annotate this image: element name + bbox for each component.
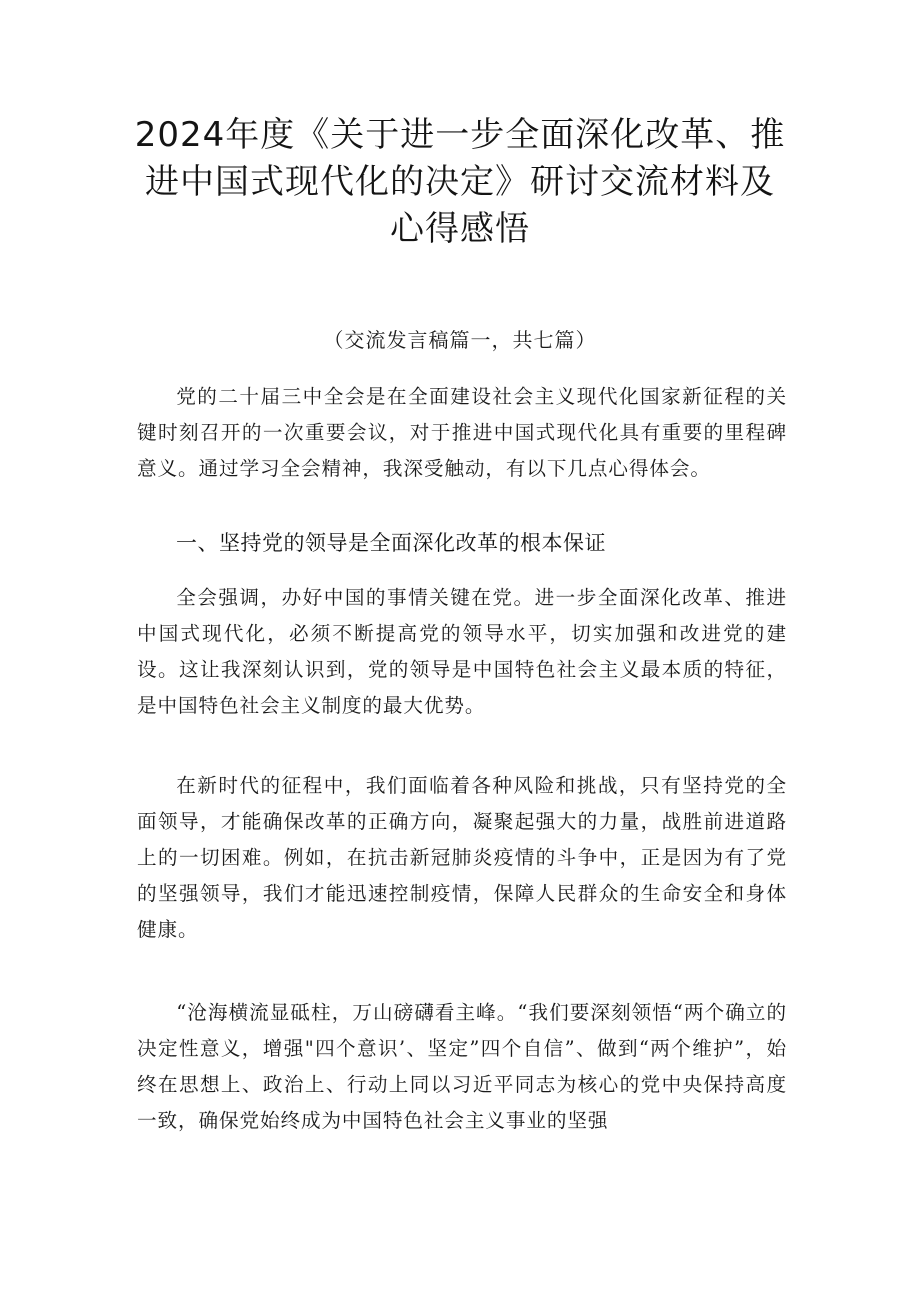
document-title: 2024年度《关于进一步全面深化改革、推进中国式现代化的决定》研讨交流材料及心得感悟 — [134, 115, 786, 249]
body-paragraph: “沧海横流显砥柱，万山磅礴看主峰。“我们要深刻领悟“两个确立的决定性意义，增强"四个意识’、坚定”四个自信”、做到“两个维护”，始终在思想上、政治上、行动上同以习近平同志为核心的党中央保持高度一致，确保党始终成为中国特色社会主义事业的坚强 — [137, 1001, 787, 1132]
document-subtitle: （交流发言稿篇一，共七篇） — [323, 328, 597, 352]
section-heading: 一、坚持党的领导是全面深化改革的根本保证 — [176, 531, 606, 555]
intro-paragraph: 党的二十届三中全会是在全面建设社会主义现代化国家新征程的关键时刻召开的一次重要会议，对于推进中国式现代化具有重要的里程碑意义。通过学习全会精神，我深受触动，有以下几点心得体会。 — [137, 385, 787, 480]
body-paragraph: 全会强调，办好中国的事情关键在党。进一步全面深化改革、推进中国式现代化，必须不断提高党的领导水平，切实加强和改进党的建设。这让我深刻认识到，党的领导是中国特色社会主义最本质的特征，是中国特色社会主义制度的最大优势。 — [137, 586, 787, 717]
body-paragraph: 在新时代的征程中，我们面临着各种风险和挑战，只有坚持党的全面领导，才能确保改革的正确方向，凝聚起强大的力量，战胜前进道路上的一切困难。例如，在抗击新冠肺炎疫情的斗争中，正是因为有了党的坚强领导，我们才能迅速控制疫情，保障人民群众的生命安全和身体健康。 — [137, 774, 787, 941]
